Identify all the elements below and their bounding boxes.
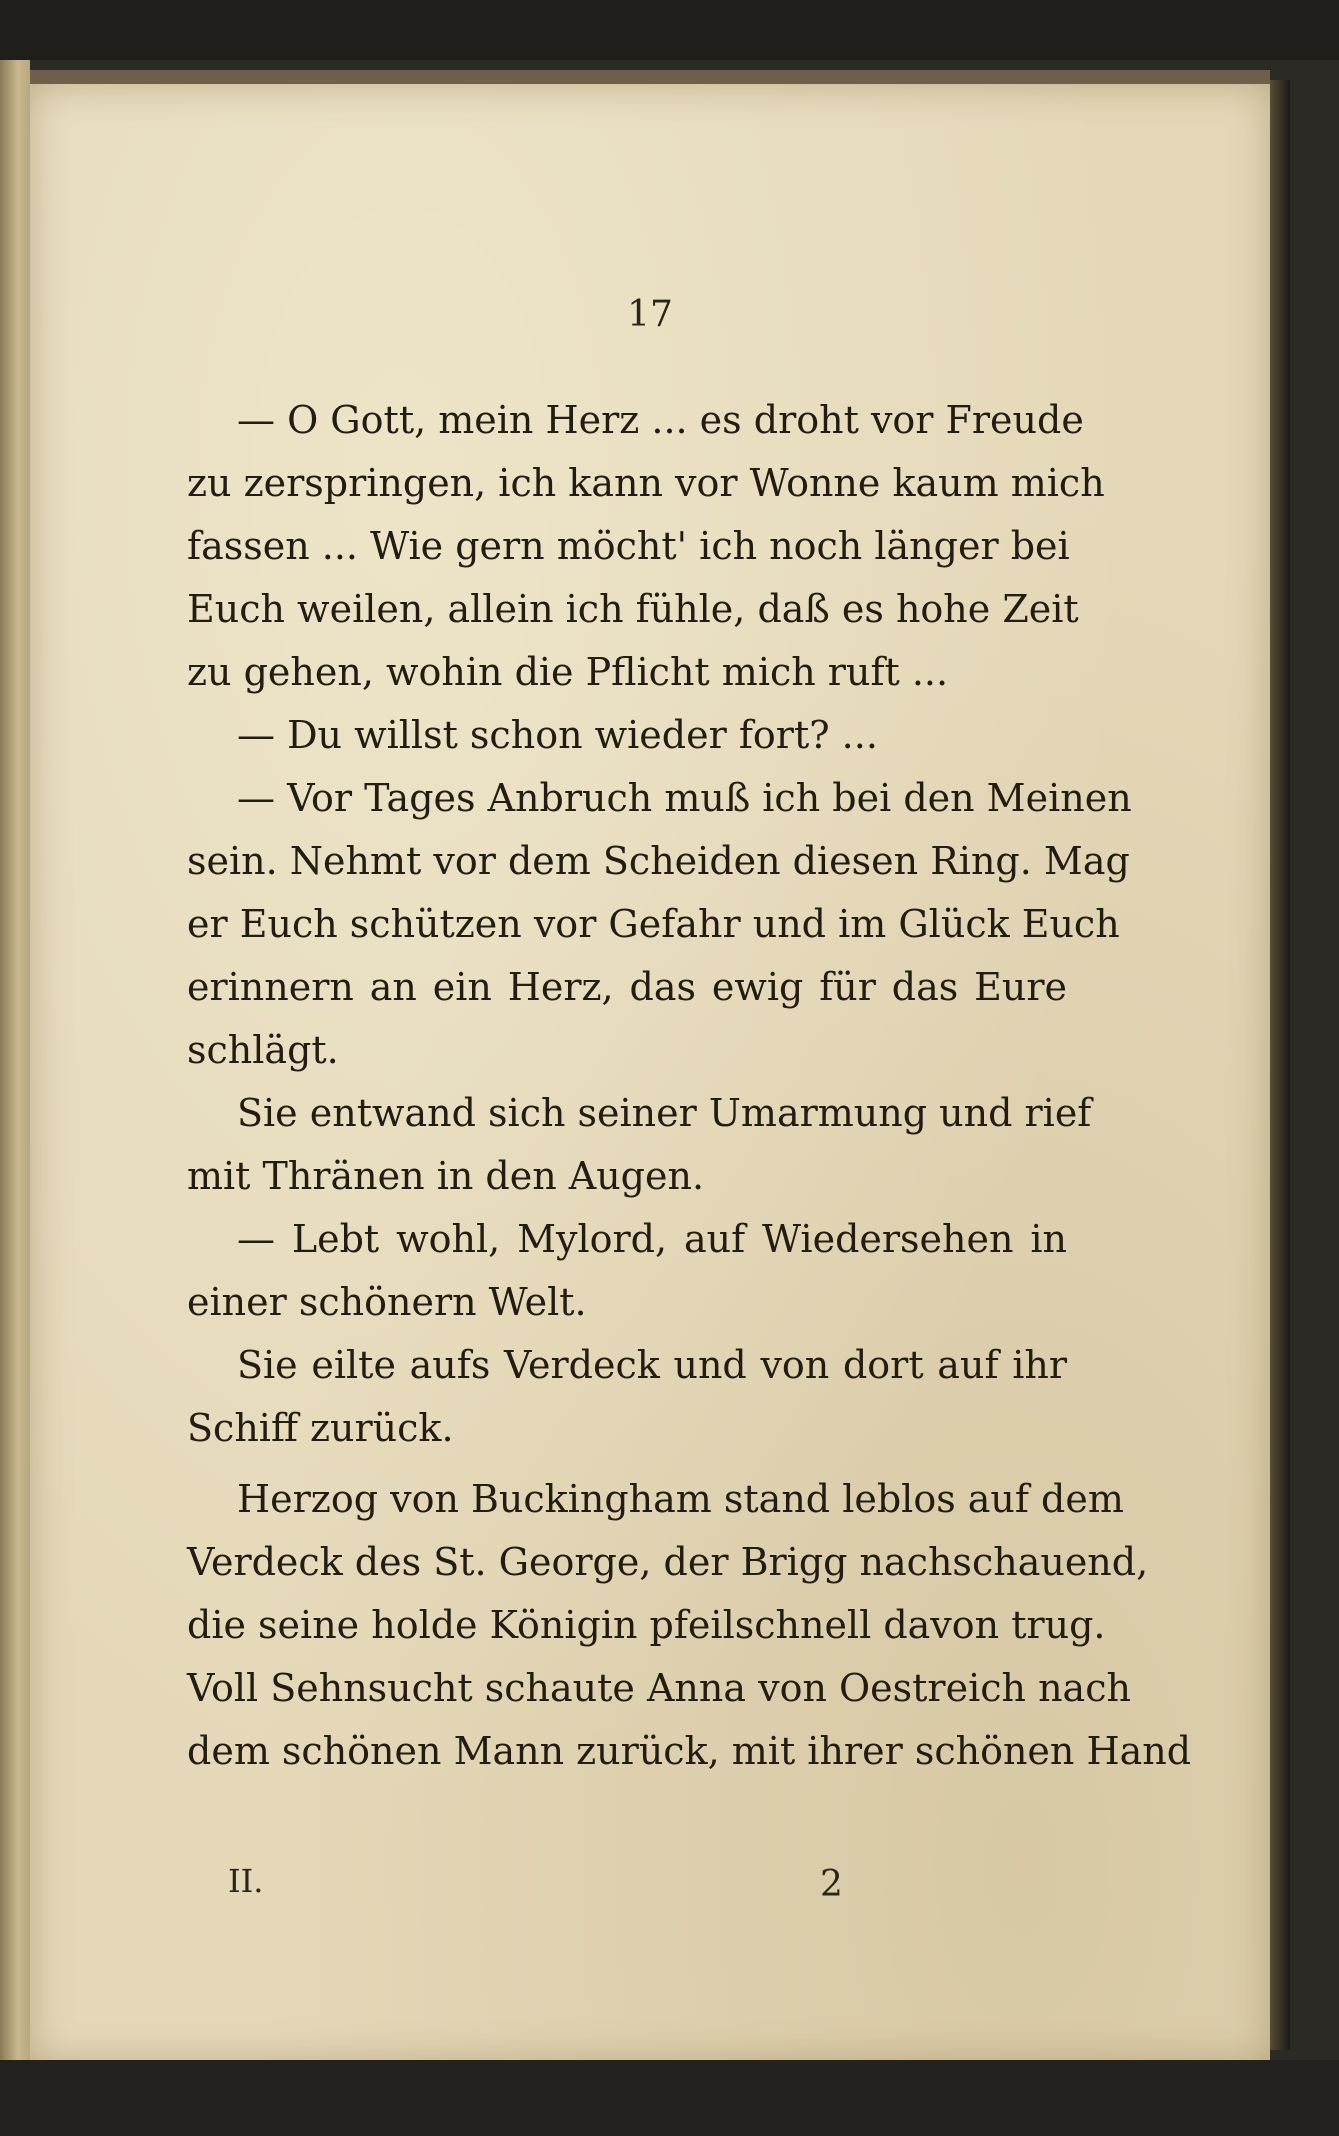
- text-line: Verdeck des St. George, der Brigg nachschauend,: [187, 1540, 1149, 1584]
- text-line: er Euch schützen vor Gefahr und im Glück Euch: [187, 902, 1120, 946]
- book-binding: [0, 60, 30, 2060]
- text-line: mit Thränen in den Augen.: [187, 1154, 705, 1198]
- signature-mark: II.: [228, 1862, 264, 1900]
- text-line: Voll Sehnsucht schaute Anna von Oestreich nach: [187, 1666, 1131, 1710]
- text-line: Sie entwand sich seiner Umarmung und rief: [237, 1091, 1092, 1135]
- text-line: — O Gott, mein Herz ... es droht vor Freude: [237, 398, 1084, 442]
- page-edge-shadow: [1270, 80, 1290, 2050]
- text-line: zu zerspringen, ich kann vor Wonne kaum mich: [187, 461, 1105, 505]
- text-line: die seine holde Königin pfeilschnell davon trug.: [187, 1603, 1106, 1647]
- scan-backdrop-bottom: [0, 2060, 1339, 2136]
- text-line: zu gehen, wohin die Pflicht mich ruft ...: [187, 650, 949, 694]
- page-number: 17: [627, 294, 673, 335]
- text-line: fassen ... Wie gern möcht' ich noch länger bei: [187, 524, 1070, 568]
- text-line: erinnern an ein Herz, das ewig für das Eure: [187, 965, 1067, 1009]
- text-line: sein. Nehmt vor dem Scheiden diesen Ring. Mag: [187, 839, 1130, 883]
- text-line: schlägt.: [187, 1028, 339, 1072]
- scan-backdrop-top: [0, 0, 1339, 60]
- sheet-number: 2: [820, 1864, 843, 1905]
- text-line: Herzog von Buckingham stand leblos auf dem: [237, 1477, 1124, 1521]
- text-line: — Vor Tages Anbruch muß ich bei den Meinen: [237, 776, 1132, 820]
- text-line: Euch weilen, allein ich fühle, daß es hohe Zeit: [187, 587, 1079, 631]
- text-line: — Du willst schon wieder fort? ...: [237, 713, 878, 757]
- body-text: [187, 389, 1192, 1783]
- text-line: Sie eilte aufs Verdeck und von dort auf ihr: [237, 1343, 1067, 1387]
- book-page: [30, 70, 1270, 2064]
- paragraph-gap: [187, 1460, 1067, 1468]
- text-line: — Lebt wohl, Mylord, auf Wiedersehen in: [237, 1217, 1067, 1261]
- text-line: einer schönern Welt.: [187, 1280, 587, 1324]
- text-line: dem schönen Mann zurück, mit ihrer schönen Hand: [187, 1729, 1192, 1773]
- text-line: Schiff zurück.: [187, 1406, 454, 1450]
